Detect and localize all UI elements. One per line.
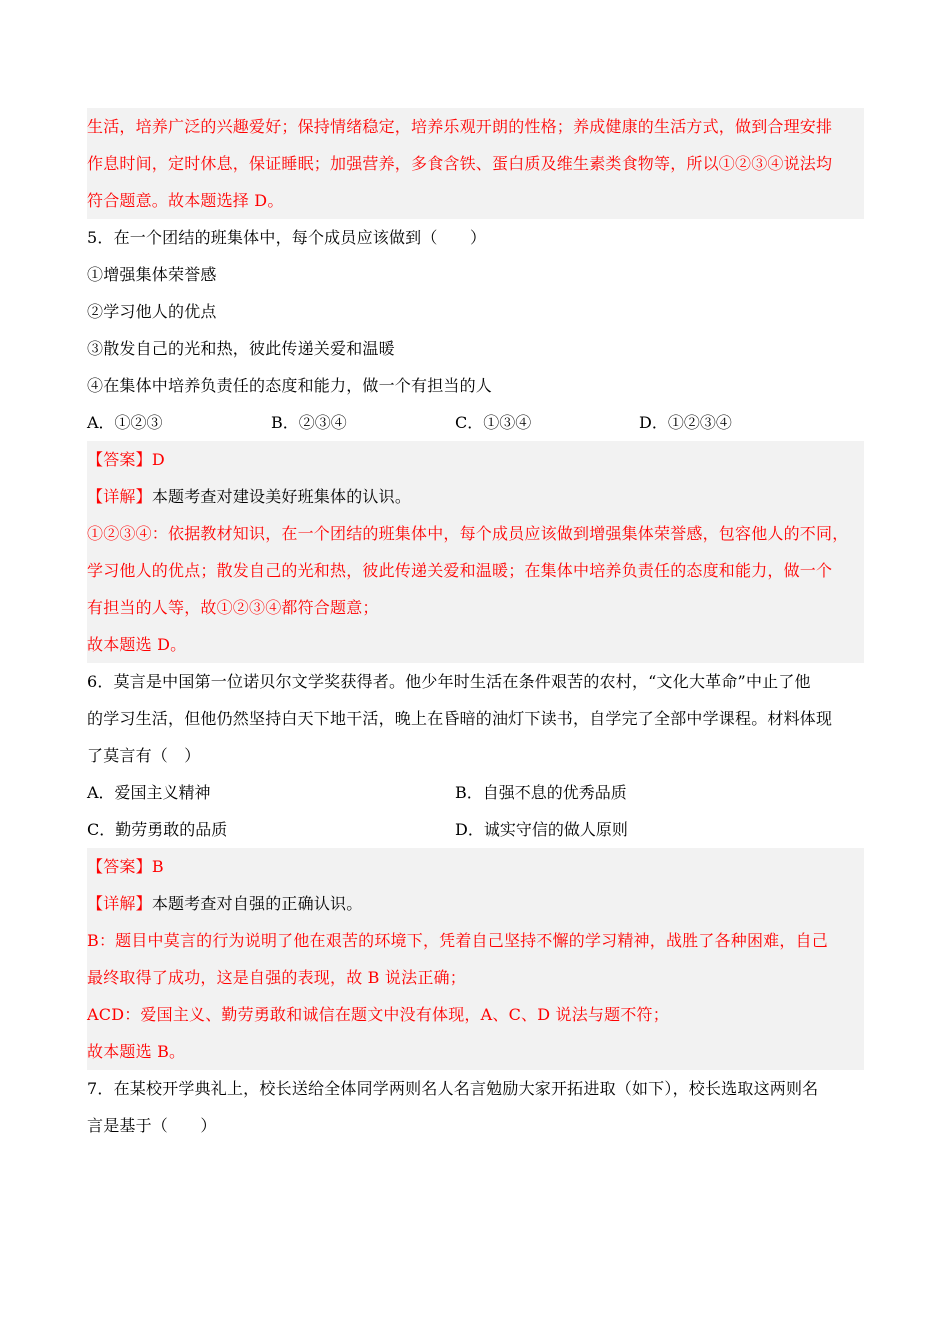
prev-explain-line-3: 符合题意。故本题选择 D。: [87, 191, 284, 210]
q6-option-c: C．勤劳勇敢的品质: [87, 820, 228, 839]
q5-option-d: D．①②③④: [639, 413, 732, 432]
q6-stem-line-1: 6．莫言是中国第一位诺贝尔文学奖获得者。他少年时生活在条件艰苦的农村，“文化大革命”中止了他: [87, 672, 811, 691]
q6-explain-line-3: ACD：爱国主义、勤劳勇敢和诚信在题文中没有体现，A、C、D 说法与题不符；: [87, 1005, 669, 1024]
q5-detail-text: 本题考查对建设美好班集体的认识。: [151, 487, 412, 506]
q6-detail-tag: 【详解】: [87, 894, 152, 913]
q6-option-b: B．自强不息的优秀品质: [455, 783, 627, 802]
q6-answer-tag: 【答案】: [87, 857, 152, 876]
q5-option-b: B．②③④: [271, 413, 347, 432]
q5-answer-value: D: [151, 450, 165, 469]
q5-options: [87, 404, 864, 441]
q5-item-3: ③散发自己的光和热，彼此传递关爱和温暖: [87, 339, 395, 358]
q6-answer-line: [87, 848, 864, 885]
q5-explain-line-3: 有担当的人等，故①②③④都符合题意；: [87, 598, 379, 617]
prev-explanation-block: [87, 108, 864, 219]
q7-stem-line-2: 言是基于（ ）: [87, 1116, 217, 1135]
q6-options-row-2: [87, 811, 864, 848]
q7-stem-line-1: 7．在某校开学典礼上，校长送给全体同学两则名人名言勉励大家开拓进取（如下），校长选取这两则名: [87, 1079, 819, 1098]
prev-explain-line-1: 生活，培养广泛的兴趣爱好；保持情绪稳定，培养乐观开朗的性格；养成健康的生活方式，做到合理安排: [87, 117, 833, 136]
q5-item-2: ②学习他人的优点: [87, 302, 217, 321]
q6-answer-value: B: [151, 857, 164, 876]
q6-detail-text: 本题考查对自强的正确认识。: [151, 894, 363, 913]
q5-stem: 5．在一个团结的班集体中，每个成员应该做到（ ）: [87, 228, 487, 247]
q5-solution-block: [87, 441, 864, 663]
q6-explain-line-4: 故本题选 B。: [87, 1042, 186, 1061]
q6-explain-line-1: B：题目中莫言的行为说明了他在艰苦的环境下，凭着自己坚持不懈的学习精神，战胜了各种困难，自己: [87, 931, 828, 950]
q6-detail-line: [87, 885, 864, 922]
q5-item-1: ①增强集体荣誉感: [87, 265, 217, 284]
q5-explain-line-4: 故本题选 D。: [87, 635, 187, 654]
q5-item-4: ④在集体中培养负责任的态度和能力，做一个有担当的人: [87, 376, 493, 395]
question-7: [87, 1070, 864, 1144]
q6-stem-line-3: 了莫言有（ ）: [87, 746, 201, 765]
q6-stem-line-2: 的学习生活，但他仍然坚持白天下地干活，晚上在昏暗的油灯下读书，自学完了全部中学课程。材料体现: [87, 709, 833, 728]
q5-option-c: C．①③④: [455, 413, 532, 432]
document-page: [87, 108, 864, 1144]
question-5: [87, 219, 864, 441]
q6-options-row-1: [87, 774, 864, 811]
q5-detail-tag: 【详解】: [87, 487, 152, 506]
q5-option-a: A．①②③: [87, 413, 163, 432]
q5-explain-line-2: 学习他人的优点；散发自己的光和热，彼此传递关爱和温暖；在集体中培养负责任的态度和能力，做一个: [87, 561, 833, 580]
q5-answer-tag: 【答案】: [87, 450, 152, 469]
prev-explain-line-2: 作息时间，定时休息，保证睡眠；加强营养，多食含铁、蛋白质及维生素类食物等，所以①②③④说法均: [87, 154, 833, 173]
q6-option-d: D．诚实守信的做人原则: [455, 820, 628, 839]
q6-explain-line-2: 最终取得了成功，这是自强的表现，故 B 说法正确；: [87, 968, 466, 987]
q6-option-a: A．爱国主义精神: [87, 783, 211, 802]
q5-explain-line-1: ①②③④：依据教材知识，在一个团结的班集体中，每个成员应该做到增强集体荣誉感，包容他人的不同，: [87, 524, 849, 543]
q5-detail-line: [87, 478, 864, 515]
q5-answer-line: [87, 441, 864, 478]
q6-solution-block: [87, 848, 864, 1070]
question-6: [87, 663, 864, 848]
